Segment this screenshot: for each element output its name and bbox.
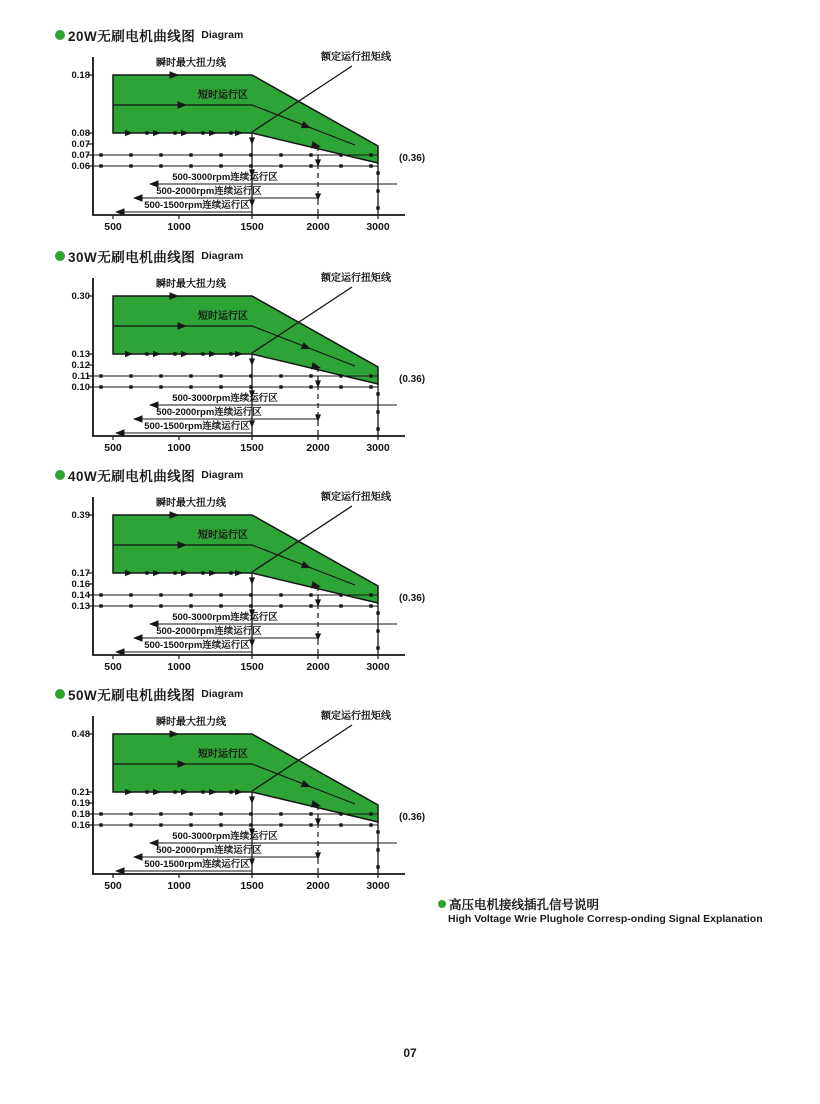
wiring-title-zh: 高压电机接线插孔信号说明 bbox=[449, 898, 600, 912]
zone-1500-label: 500-1500rpm连续运行区 bbox=[144, 421, 250, 432]
rated-torque-line-label: 额定运行扭矩线 bbox=[321, 492, 391, 503]
marker-square bbox=[229, 790, 232, 793]
rated-torque-line-label: 额定运行扭矩线 bbox=[321, 52, 391, 63]
y-tick-label: 0.39 bbox=[71, 510, 90, 521]
y-tick-label: 0.30 bbox=[71, 291, 90, 302]
marker-square bbox=[279, 374, 282, 377]
marker-square bbox=[309, 374, 312, 377]
marker-square bbox=[201, 131, 204, 134]
marker-square bbox=[173, 352, 176, 355]
marker-square bbox=[229, 571, 232, 574]
marker-square bbox=[159, 823, 162, 826]
x-tick-label: 1000 bbox=[167, 661, 191, 673]
marker-square bbox=[201, 790, 204, 793]
marker-square bbox=[159, 604, 162, 607]
operation-area bbox=[113, 515, 378, 603]
y-tick-label: 0.11 bbox=[72, 371, 90, 382]
arrowhead bbox=[249, 420, 255, 428]
bullet-icon bbox=[55, 689, 65, 699]
marker-square bbox=[159, 385, 162, 388]
chart-title bbox=[55, 25, 437, 45]
marker-square bbox=[189, 823, 192, 826]
marker-square bbox=[159, 153, 162, 156]
arrowhead bbox=[133, 194, 143, 202]
marker-square bbox=[129, 164, 132, 167]
marker-square bbox=[129, 374, 132, 377]
arrowhead bbox=[249, 796, 255, 804]
marker-square bbox=[129, 593, 132, 596]
y-tick-label: 0.12 bbox=[71, 360, 90, 371]
marker-square bbox=[219, 164, 222, 167]
marker-square bbox=[309, 812, 312, 815]
arrowhead bbox=[249, 358, 255, 366]
marker-square bbox=[279, 593, 282, 596]
short-run-zone-label: 短时运行区 bbox=[198, 311, 248, 322]
marker-square bbox=[219, 153, 222, 156]
x-tick-label: 500 bbox=[104, 442, 122, 454]
max-torque-line-label: 瞬时最大扭力线 bbox=[156, 279, 226, 290]
marker-square bbox=[376, 206, 379, 209]
marker-square bbox=[279, 153, 282, 156]
marker-square bbox=[219, 812, 222, 815]
zone-3000-label: 500-3000rpm连续运行区 bbox=[172, 831, 278, 842]
y-tick-label: 0.18 bbox=[71, 70, 90, 81]
x-tick-label: 3000 bbox=[366, 221, 390, 233]
marker-square bbox=[99, 374, 102, 377]
zone-1500-label: 500-1500rpm连续运行区 bbox=[144, 200, 250, 211]
marker-square bbox=[229, 352, 232, 355]
marker-square bbox=[369, 604, 372, 607]
marker-square bbox=[376, 410, 379, 413]
marker-square bbox=[173, 571, 176, 574]
marker-square bbox=[145, 131, 148, 134]
y-tick-label: 0.07 bbox=[71, 150, 90, 161]
zone-3000-label: 500-3000rpm连续运行区 bbox=[172, 172, 278, 183]
marker-square bbox=[189, 374, 192, 377]
x-tick-label: 1500 bbox=[240, 442, 264, 454]
marker-square bbox=[219, 604, 222, 607]
chart-title-en: Diagram bbox=[201, 469, 244, 481]
x-tick-label: 1000 bbox=[167, 221, 191, 233]
chart-title-zh: 30W无刷电机曲线图 bbox=[68, 250, 196, 265]
marker-square bbox=[129, 823, 132, 826]
chart-title bbox=[55, 246, 437, 266]
marker-square bbox=[129, 153, 132, 156]
arrowhead bbox=[249, 858, 255, 866]
chart-title-en: Diagram bbox=[201, 29, 244, 41]
zone-1500-label: 500-1500rpm连续运行区 bbox=[144, 640, 250, 651]
torque-chart-svg bbox=[55, 266, 433, 462]
marker-square bbox=[219, 823, 222, 826]
marker-square bbox=[309, 164, 312, 167]
marker-square bbox=[99, 164, 102, 167]
short-run-zone-label: 短时运行区 bbox=[198, 90, 248, 101]
zone-2000-label: 500-2000rpm连续运行区 bbox=[156, 186, 262, 197]
arrowhead bbox=[249, 639, 255, 647]
marker-square bbox=[99, 385, 102, 388]
y-tick-label: 0.19 bbox=[71, 798, 90, 809]
zone-2000-label: 500-2000rpm连续运行区 bbox=[156, 626, 262, 637]
marker-square bbox=[189, 593, 192, 596]
marker-square bbox=[309, 385, 312, 388]
marker-square bbox=[279, 604, 282, 607]
marker-square bbox=[201, 352, 204, 355]
x-tick-label: 1000 bbox=[167, 880, 191, 892]
marker-square bbox=[376, 189, 379, 192]
x-tick-label: 500 bbox=[104, 221, 122, 233]
wiring-title bbox=[438, 895, 820, 913]
x-tick-label: 3000 bbox=[366, 661, 390, 673]
connector-icon bbox=[412, 953, 492, 1017]
marker-square bbox=[309, 823, 312, 826]
marker-square bbox=[279, 164, 282, 167]
x-tick-label: 500 bbox=[104, 880, 122, 892]
marker-square bbox=[159, 593, 162, 596]
marker-square bbox=[376, 865, 379, 868]
x-tick-label: 2000 bbox=[306, 442, 330, 454]
operation-area bbox=[113, 75, 378, 163]
marker-square bbox=[369, 385, 372, 388]
x-tick-label: 3000 bbox=[366, 442, 390, 454]
arrowhead bbox=[315, 193, 321, 201]
torque-chart-section-50W无刷电机曲线图 bbox=[55, 684, 437, 905]
marker-square bbox=[145, 790, 148, 793]
arrowhead bbox=[133, 634, 143, 642]
marker-square bbox=[376, 830, 379, 833]
marker-square bbox=[376, 427, 379, 430]
rated-torque-line-label: 额定运行扭矩线 bbox=[321, 273, 391, 284]
y-tick-label: 0.13 bbox=[71, 601, 90, 612]
chart-title-zh: 20W无刷电机曲线图 bbox=[68, 29, 196, 44]
arrowhead bbox=[315, 414, 321, 422]
x-tick-label: 1500 bbox=[240, 661, 264, 673]
marker-square bbox=[129, 812, 132, 815]
arrowhead bbox=[133, 415, 143, 423]
bullet-icon bbox=[55, 30, 65, 40]
marker-square bbox=[99, 823, 102, 826]
marker-square bbox=[201, 571, 204, 574]
marker-square bbox=[99, 812, 102, 815]
arrowhead bbox=[315, 633, 321, 641]
arrowhead bbox=[249, 199, 255, 207]
x-tick-label: 2000 bbox=[306, 880, 330, 892]
x-tick-label: 500 bbox=[104, 661, 122, 673]
marker-square bbox=[129, 604, 132, 607]
marker-square bbox=[189, 385, 192, 388]
operation-area bbox=[113, 734, 378, 822]
marker-square bbox=[376, 171, 379, 174]
x-tick-label: 2000 bbox=[306, 221, 330, 233]
wiring-title-en: High Voltage Wrie Plughole Corresp-onding Signal Explanation bbox=[448, 913, 763, 925]
marker-square bbox=[279, 823, 282, 826]
x-tick-label: 2000 bbox=[306, 661, 330, 673]
peak-annotation: (0.36) bbox=[399, 153, 426, 164]
zone-3000-label: 500-3000rpm连续运行区 bbox=[172, 393, 278, 404]
max-torque-line-label: 瞬时最大扭力线 bbox=[156, 58, 226, 69]
x-tick-label: 1500 bbox=[240, 221, 264, 233]
marker-square bbox=[99, 153, 102, 156]
marker-square bbox=[189, 164, 192, 167]
y-tick-label: 0.48 bbox=[71, 729, 90, 740]
marker-square bbox=[339, 604, 342, 607]
marker-square bbox=[219, 385, 222, 388]
marker-square bbox=[339, 823, 342, 826]
zone-2000-label: 500-2000rpm连续运行区 bbox=[156, 407, 262, 418]
marker-square bbox=[189, 153, 192, 156]
marker-square bbox=[309, 604, 312, 607]
marker-square bbox=[145, 352, 148, 355]
torque-chart-svg bbox=[55, 704, 433, 900]
y-tick-label: 0.10 bbox=[71, 382, 90, 393]
marker-square bbox=[145, 571, 148, 574]
marker-square bbox=[279, 812, 282, 815]
marker-square bbox=[159, 164, 162, 167]
rated-torque-line-label: 额定运行扭矩线 bbox=[321, 711, 391, 722]
marker-square bbox=[339, 374, 342, 377]
torque-chart-svg bbox=[55, 485, 433, 681]
marker-square bbox=[339, 153, 342, 156]
y-tick-label: 0.21 bbox=[71, 787, 90, 798]
short-run-zone-label: 短时运行区 bbox=[198, 530, 248, 541]
marker-square bbox=[99, 604, 102, 607]
page-number: 07 bbox=[403, 1046, 417, 1060]
marker-square bbox=[376, 848, 379, 851]
marker-square bbox=[279, 385, 282, 388]
y-tick-label: 0.07 bbox=[71, 139, 90, 150]
arrowhead bbox=[249, 137, 255, 145]
y-tick-label: 0.06 bbox=[71, 161, 90, 172]
torque-chart-section-30W无刷电机曲线图 bbox=[55, 246, 437, 467]
marker-square bbox=[369, 153, 372, 156]
marker-square bbox=[173, 790, 176, 793]
marker-square bbox=[339, 812, 342, 815]
chart-title bbox=[55, 684, 437, 704]
bullet-icon bbox=[438, 900, 446, 908]
x-tick-label: 3000 bbox=[366, 880, 390, 892]
short-run-zone-label: 短时运行区 bbox=[198, 749, 248, 760]
marker-square bbox=[376, 646, 379, 649]
chart-title-zh: 50W无刷电机曲线图 bbox=[68, 688, 196, 703]
chart-title-en: Diagram bbox=[201, 250, 244, 262]
marker-square bbox=[229, 131, 232, 134]
marker-square bbox=[369, 823, 372, 826]
torque-chart-section-20W无刷电机曲线图 bbox=[55, 25, 437, 246]
marker-square bbox=[129, 385, 132, 388]
y-tick-label: 0.17 bbox=[71, 568, 90, 579]
operation-area bbox=[113, 296, 378, 384]
torque-chart-section-40W无刷电机曲线图 bbox=[55, 465, 437, 686]
torque-chart-svg bbox=[55, 45, 433, 241]
x-tick-label: 1500 bbox=[240, 880, 264, 892]
bullet-icon bbox=[55, 251, 65, 261]
chart-title-en: Diagram bbox=[201, 688, 244, 700]
marker-square bbox=[309, 153, 312, 156]
y-tick-label: 0.16 bbox=[71, 579, 90, 590]
y-tick-label: 0.08 bbox=[71, 128, 90, 139]
marker-square bbox=[339, 385, 342, 388]
max-torque-line-label: 瞬时最大扭力线 bbox=[156, 717, 226, 728]
marker-square bbox=[99, 593, 102, 596]
marker-square bbox=[219, 374, 222, 377]
bullet-icon bbox=[55, 470, 65, 480]
marker-square bbox=[309, 593, 312, 596]
marker-square bbox=[173, 131, 176, 134]
peak-annotation: (0.36) bbox=[399, 593, 426, 604]
peak-annotation: (0.36) bbox=[399, 374, 426, 385]
marker-square bbox=[189, 604, 192, 607]
marker-square bbox=[339, 593, 342, 596]
marker-square bbox=[189, 812, 192, 815]
marker-square bbox=[369, 593, 372, 596]
wiring-section bbox=[412, 895, 820, 1040]
marker-square bbox=[369, 812, 372, 815]
zone-2000-label: 500-2000rpm连续运行区 bbox=[156, 845, 262, 856]
chart-title bbox=[55, 465, 437, 485]
arrowhead bbox=[133, 853, 143, 861]
chart-title-zh: 40W无刷电机曲线图 bbox=[68, 469, 196, 484]
marker-square bbox=[159, 812, 162, 815]
y-tick-label: 0.13 bbox=[71, 349, 90, 360]
marker-square bbox=[159, 374, 162, 377]
marker-square bbox=[376, 392, 379, 395]
arrowhead bbox=[315, 852, 321, 860]
x-tick-label: 1000 bbox=[167, 442, 191, 454]
marker-square bbox=[369, 164, 372, 167]
marker-square bbox=[369, 374, 372, 377]
marker-square bbox=[339, 164, 342, 167]
zone-1500-label: 500-1500rpm连续运行区 bbox=[144, 859, 250, 870]
arrowhead bbox=[249, 577, 255, 585]
y-tick-label: 0.18 bbox=[71, 809, 90, 820]
max-torque-line-label: 瞬时最大扭力线 bbox=[156, 498, 226, 509]
peak-annotation: (0.36) bbox=[399, 812, 426, 823]
marker-square bbox=[376, 611, 379, 614]
marker-square bbox=[219, 593, 222, 596]
marker-square bbox=[376, 629, 379, 632]
y-tick-label: 0.14 bbox=[71, 590, 90, 601]
y-tick-label: 0.16 bbox=[71, 820, 90, 831]
zone-3000-label: 500-3000rpm连续运行区 bbox=[172, 612, 278, 623]
